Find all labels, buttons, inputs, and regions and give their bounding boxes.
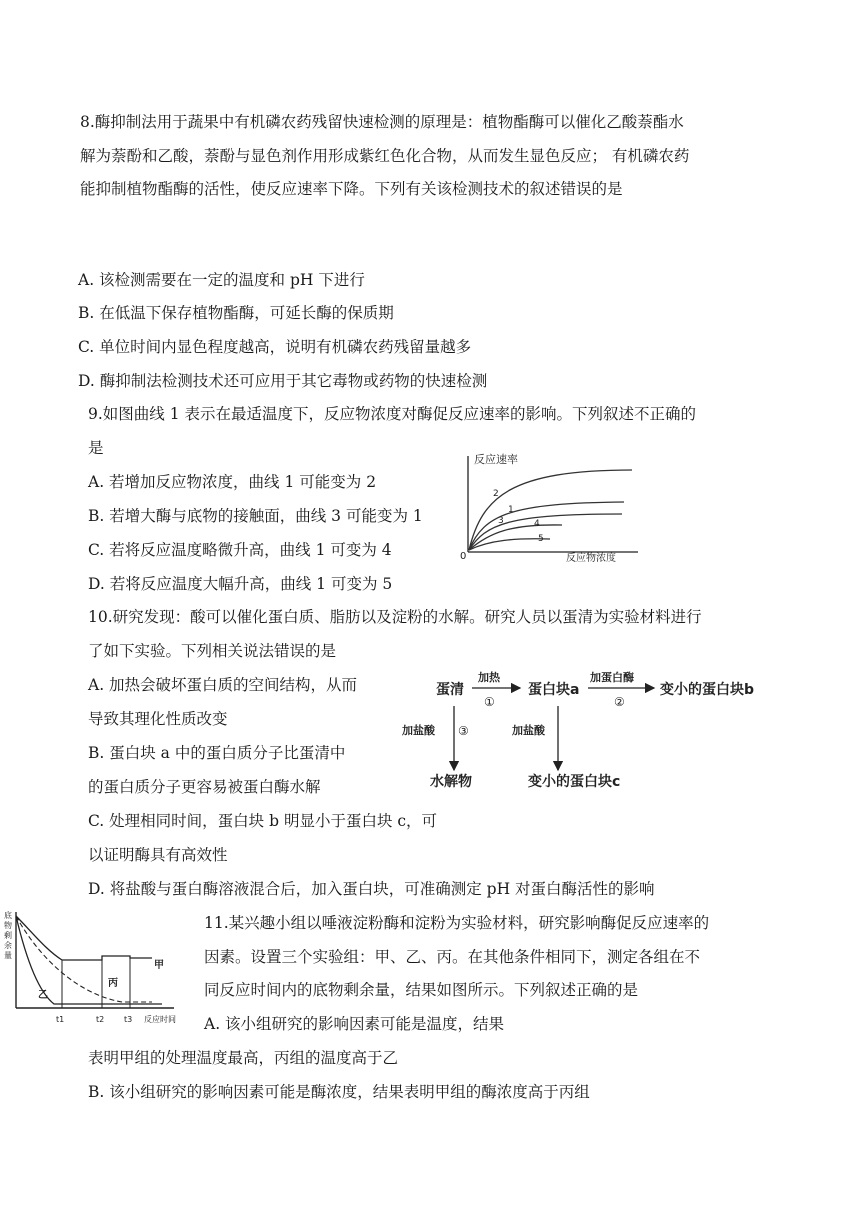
q8-stem-line1: 8.酶抑制法用于蔬果中有机磷农药残留快速检测的原理是：植物酯酶可以催化乙酸萘酯水 (80, 113, 684, 131)
q8-option-c: C. 单位时间内显色程度越高，说明有机磷农药残留量越多 (78, 338, 472, 356)
q9-curve-label-3: 3 (498, 516, 504, 526)
q10-option-c-line2: 以证明酶具有高效性 (88, 846, 228, 864)
q10-stem-line1: 10.研究发现：酸可以催化蛋白质、脂肪以及淀粉的水解。研究人员以蛋清为实验材料进行 (88, 608, 702, 626)
q11-label-jia: 甲 (154, 960, 164, 971)
q11-stem-line2: 因素。设置三个实验组：甲、乙、丙。在其他条件相同下，测定各组在不 (204, 948, 701, 966)
q10-option-c-line1: C. 处理相同时间，蛋白块 b 明显小于蛋白块 c，可 (88, 812, 438, 830)
q11-option-a-line1: A. 该小组研究的影响因素可能是温度，结果 (204, 1015, 505, 1033)
q9-y-label: 反应速率 (474, 453, 518, 466)
q10-label-add-hcl-left: 加盐酸 (402, 724, 435, 737)
q11-option-a-line2: 表明甲组的处理温度最高，丙组的温度高于乙 (88, 1049, 399, 1067)
q10-option-b-line1: B. 蛋白块 a 中的蛋白质分子比蛋清中 (88, 744, 346, 762)
q9-curve-label-1: 1 (508, 505, 514, 515)
q9-curve-label-2: 2 (493, 489, 499, 499)
q11-label-yi: 乙 (38, 990, 48, 1001)
q10-step-1: ① (484, 695, 495, 709)
q10-node-block-c: 变小的蛋白块c (528, 774, 621, 790)
q10-label-add-hcl-mid: 加盐酸 (512, 724, 545, 737)
q9-option-b: B. 若增大酶与底物的接触面，曲线 3 可能变为 1 (88, 507, 423, 525)
q11-option-b: B. 该小组研究的影响因素可能是酶浓度，结果表明甲组的酶浓度高于丙组 (88, 1083, 590, 1101)
q8-stem-line2: 解为萘酚和乙酸，萘酚与显色剂作用形成紫红色化合物，从而发生显色反应； 有机磷农药 (80, 147, 690, 165)
q10-step-2: ② (614, 695, 625, 709)
q11-tick-t3: t3 (124, 1015, 133, 1024)
q10-step-3: ③ (458, 724, 469, 738)
q11-label-bing: 丙 (108, 978, 118, 989)
q9-curve-2 (469, 470, 632, 550)
q11-y-label-3: 剩 (4, 931, 12, 940)
q9-stem-line1: 9.如图曲线 1 表示在最适温度下，反应物浓度对酶促反应速率的影响。下列叙述不正确的 (88, 405, 697, 423)
q11-tick-t1: t1 (56, 1015, 65, 1024)
q10-option-b-line2: 的蛋白质分子更容易被蛋白酶水解 (88, 778, 321, 796)
q8-option-b: B. 在低温下保存植物酯酶，可延长酶的保质期 (78, 304, 394, 322)
q9-origin-label: 0 (460, 551, 467, 562)
q10-node-block-a: 蛋白块a (528, 682, 580, 698)
q9-rate-figure (460, 452, 642, 564)
q11-y-label-5: 量 (4, 951, 12, 960)
q9-curve-3 (469, 514, 622, 550)
q11-x-label: 反应时间 (144, 1015, 176, 1024)
q10-label-heat: 加热 (478, 671, 500, 684)
q10-stem-line2: 了如下实验。下列相关说法错误的是 (88, 642, 337, 660)
q8-option-d: D. 酶抑制法检测技术还可应用于其它毒物或药物的快速检测 (78, 372, 488, 390)
q8-option-a: A. 该检测需要在一定的温度和 pH 下进行 (78, 271, 365, 289)
q10-flow-diagram (392, 662, 782, 792)
q11-curve-jia (16, 916, 152, 960)
q11-substrate-figure (2, 906, 198, 1028)
q11-y-label-4: 余 (4, 941, 12, 950)
q9-x-label: 反应物浓度 (566, 553, 616, 564)
q9-option-d: D. 若将反应温度大幅升高，曲线 1 可变为 5 (88, 575, 393, 593)
q9-stem-line2: 是 (88, 439, 104, 457)
q11-tick-t2: t2 (96, 1015, 105, 1024)
q10-label-add-protease: 加蛋白酶 (590, 671, 634, 684)
q11-stem-line3: 同反应时间内的底物剩余量，结果如图所示。下列叙述正确的是 (204, 981, 639, 999)
q10-node-egg-white: 蛋清 (436, 682, 464, 698)
q10-node-hydrolysate: 水解物 (430, 774, 472, 790)
q9-option-a: A. 若增加反应物浓度，曲线 1 可能变为 2 (88, 473, 377, 491)
q10-option-a-line1: A. 加热会破坏蛋白质的空间结构，从而 (88, 676, 358, 694)
q10-option-a-line2: 导致其理化性质改变 (88, 710, 228, 728)
q10-node-block-b: 变小的蛋白块b (660, 682, 755, 698)
q11-stem-line1: 11.某兴趣小组以唾液淀粉酶和淀粉为实验材料，研究影响酶促反应速率的 (204, 914, 710, 932)
q9-option-c: C. 若将反应温度略微升高，曲线 1 可变为 4 (88, 541, 392, 559)
q9-curve-label-4: 4 (534, 519, 540, 529)
q11-y-label-2: 物 (4, 921, 12, 930)
q8-stem-line3: 能抑制植物酯酶的活性，使反应速率下降。下列有关该检测技术的叙述错误的是 (80, 180, 623, 198)
q10-option-d: D. 将盐酸与蛋白酶溶液混合后，加入蛋白块，可准确测定 pH 对蛋白酶活性的影响 (88, 880, 655, 898)
q9-curve-label-5: 5 (538, 534, 544, 544)
q11-curve-bing (16, 916, 152, 1002)
q11-y-label-1: 底 (4, 911, 12, 920)
